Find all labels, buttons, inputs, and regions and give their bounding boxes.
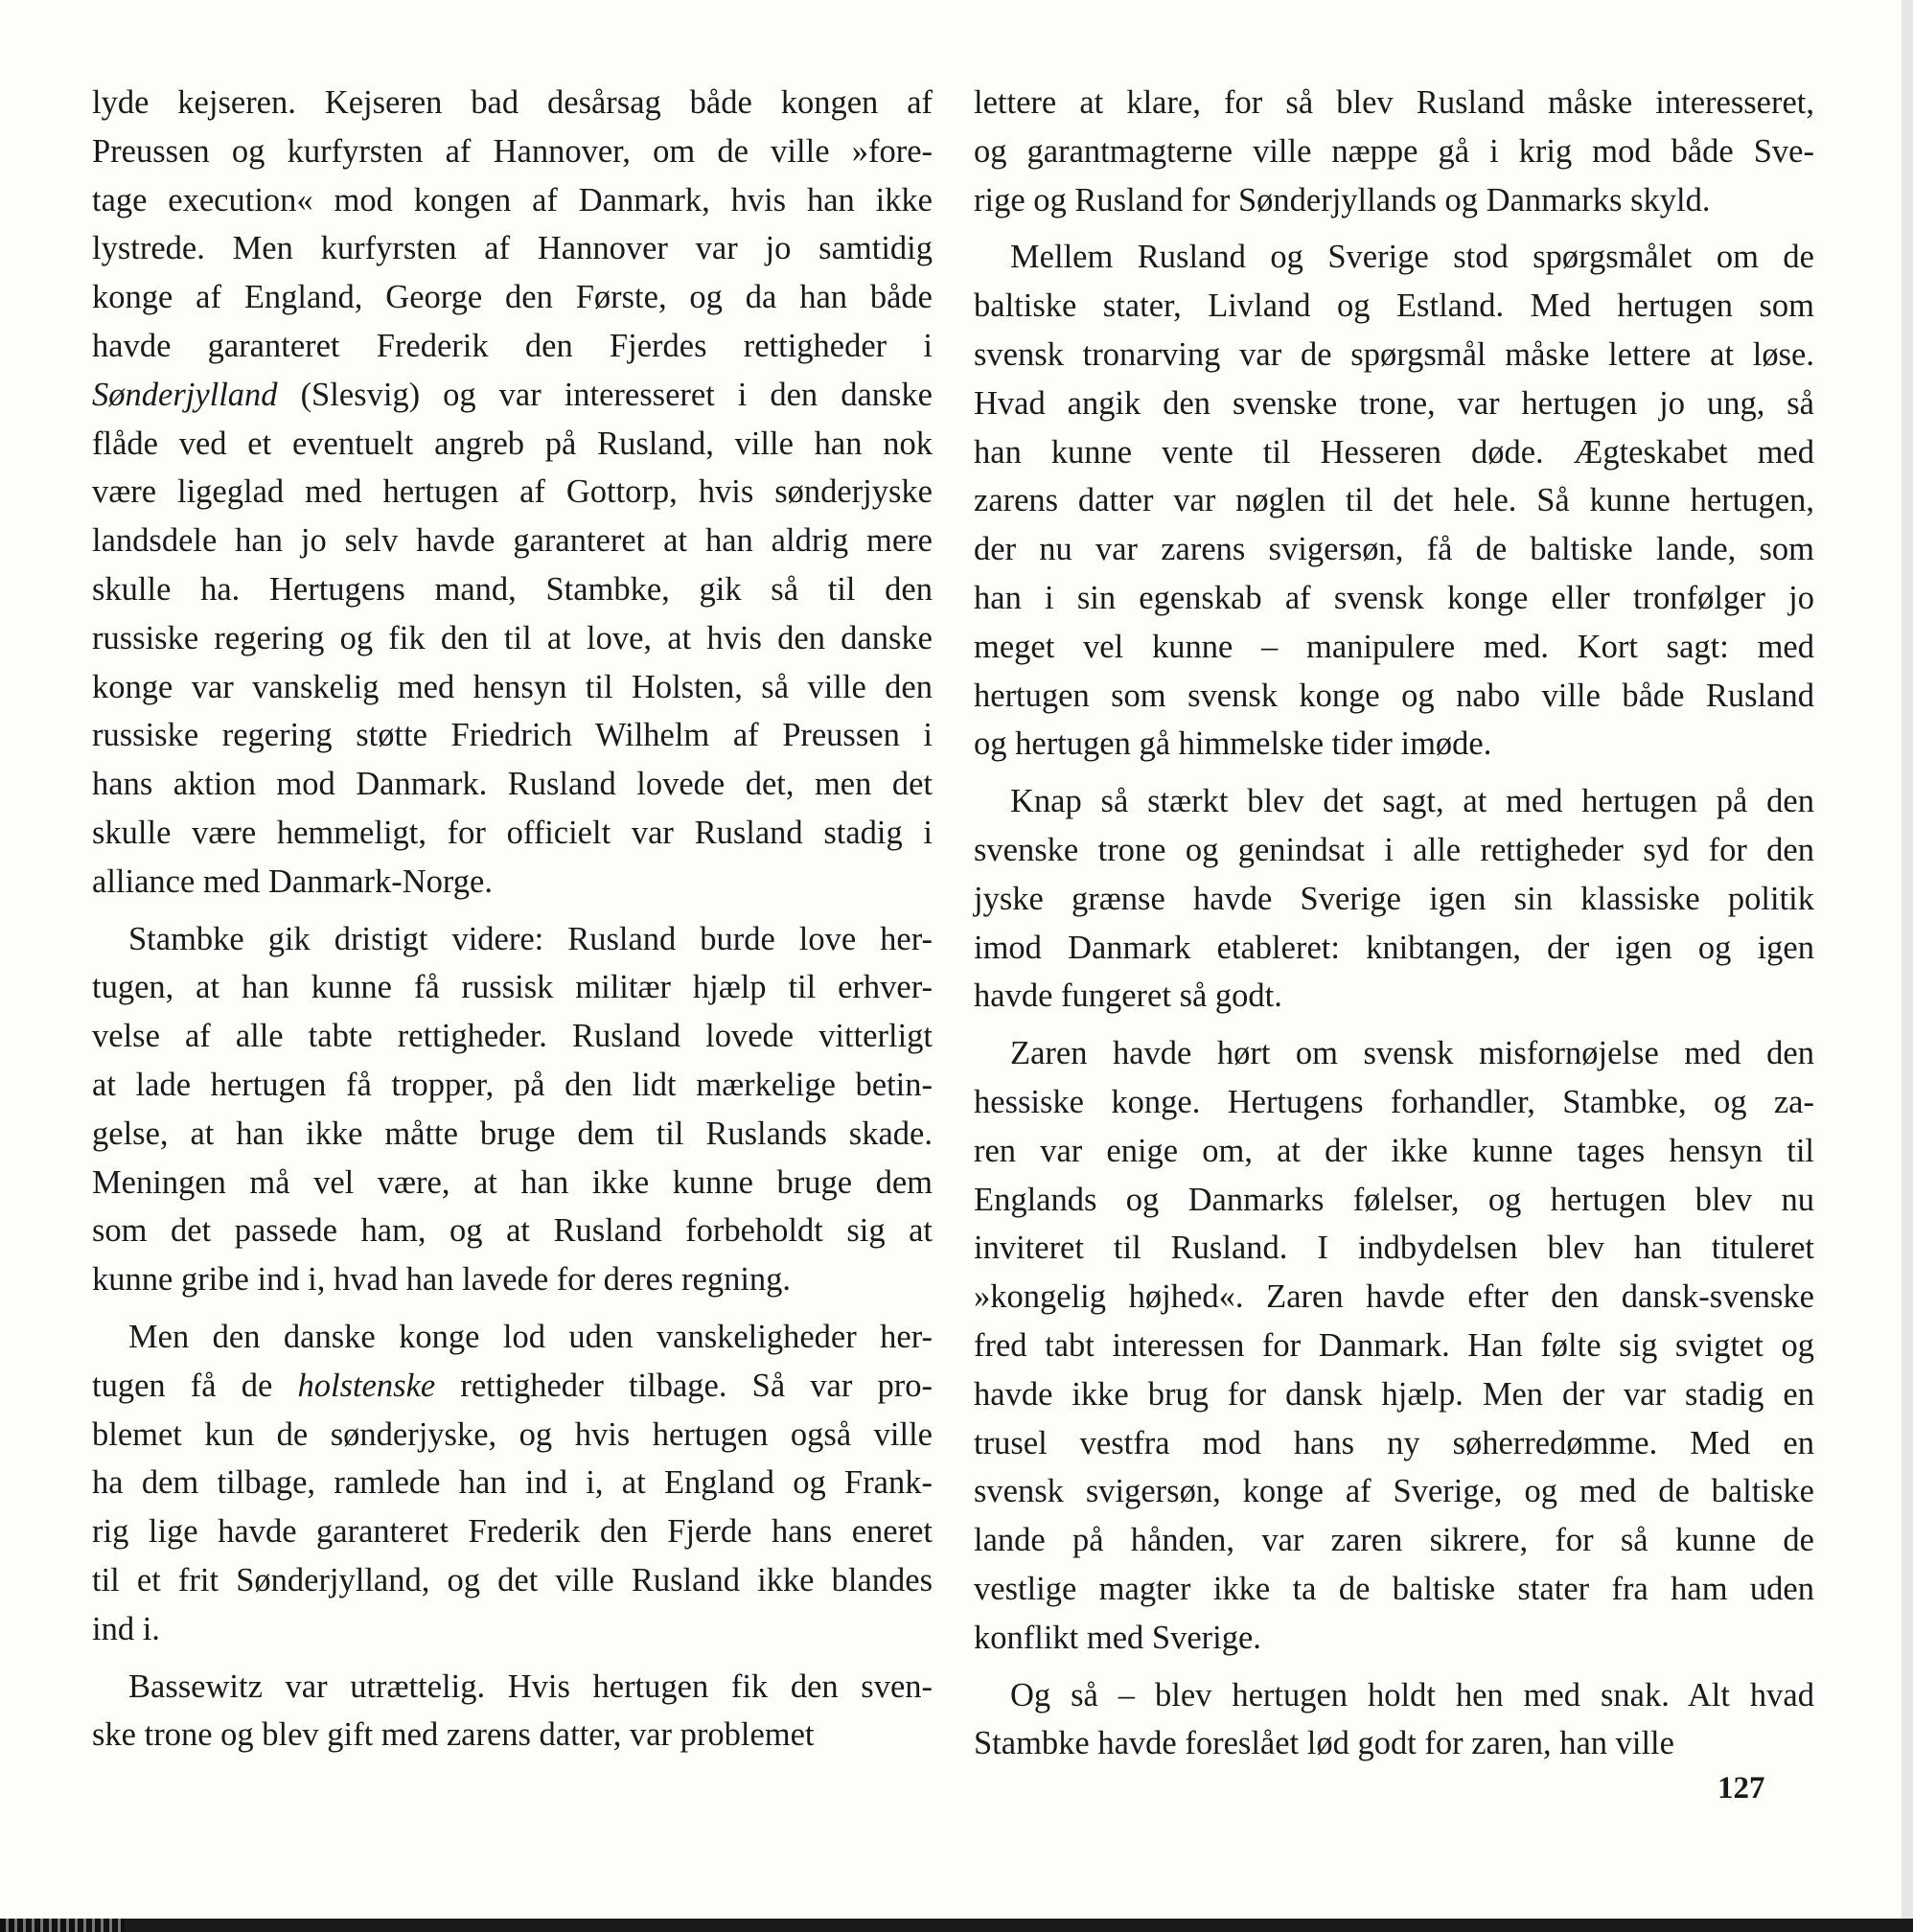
text-line: landsdele han jo selv havde garanteret at han aldrig mere <box>92 522 933 560</box>
text-line: inviteret til Rusland. I indbydelsen blev han tituleret <box>974 1230 1814 1267</box>
text-line: ren var enige om, at der ikke kunne tages hensyn til <box>974 1132 1814 1169</box>
text-line: der nu var zarens svigersøn, få de baltiske lande, som <box>974 531 1814 568</box>
text-line: alliance med Danmark-Norge. <box>92 862 493 900</box>
paragraph <box>974 1029 1814 1662</box>
text-line: rige og Rusland for Sønderjyllands og Danmarks skyld. <box>974 181 1711 218</box>
text-line: Hvad angik den svenske trone, var hertugen jo ung, så <box>974 384 1814 422</box>
text-line: til et frit Sønderjylland, og det ville Rusland ikke blandes <box>92 1561 933 1598</box>
text-line: ske trone og blev gift med zarens datter, var problemet <box>92 1716 815 1754</box>
right-column <box>974 79 1814 1777</box>
text-line: at lade hertugen få tropper, på den lidt mærkelige betin- <box>92 1066 933 1103</box>
text-line: han i sin egenskab af svensk konge eller tronfølger jo <box>974 579 1814 616</box>
text-line: ind i. <box>92 1610 160 1647</box>
text-line: Stambke havde foreslået lød godt for zaren, han ville <box>974 1725 1674 1762</box>
text-line: svenske trone og genindsat i alle rettigheder syd for den <box>974 831 1814 868</box>
text-line: tugen, at han kunne få russisk militær hjælp til erhver- <box>92 969 933 1006</box>
text-line: lystrede. Men kurfyrsten af Hannover var jo samtidig <box>92 230 933 267</box>
text-line: jyske grænse havde Sverige igen sin klassiske politik <box>974 880 1814 917</box>
paragraph <box>92 915 933 1304</box>
paragraph <box>92 79 933 907</box>
text-line: lyde kejseren. Kejseren bad desårsag både kongen af <box>92 84 933 121</box>
text-line: lettere at klare, for så blev Rusland måske interesseret, <box>974 84 1814 121</box>
text-line: Knap så stærkt blev det sagt, at med hertugen på den <box>1010 783 1814 820</box>
text-line: konge af England, George den Første, og da han både <box>92 279 933 316</box>
scan-strip <box>0 1919 1913 1932</box>
left-column <box>92 79 933 1768</box>
paragraph <box>92 1663 933 1760</box>
text-line: Zaren havde hørt om svensk misfornøjelse med den <box>1010 1035 1814 1072</box>
scan-strip-pattern <box>0 1919 125 1932</box>
text-line: baltiske stater, Livland og Estland. Med hertugen som <box>974 288 1814 325</box>
text-line: Englands og Danmarks følelser, og hertugen blev nu <box>974 1181 1814 1218</box>
text-line: svensk tronarving var de spørgsmål måske lettere at løse. <box>974 335 1814 373</box>
text-line: skulle være hemmeligt, for officielt var Rusland stadig i <box>92 814 933 851</box>
italic-word: holstenske <box>297 1367 436 1404</box>
text-line: zarens datter var nøglen til det hele. Så kunne hertugen, <box>974 482 1814 519</box>
paragraph <box>974 79 1814 224</box>
text-line: vestlige magter ikke ta de baltiske stater fra ham uden <box>974 1570 1814 1607</box>
text-line: hessiske konge. Hertugens forhandler, Stambke, og za- <box>974 1083 1814 1120</box>
paragraph <box>974 777 1814 1021</box>
text-line: Meningen må vel være, at han ikke kunne bruge dem <box>92 1163 933 1201</box>
text-line: og garantmagterne ville næppe gå i krig mod både Sve- <box>974 132 1814 170</box>
paragraph <box>974 1671 1814 1769</box>
text-line: han kunne vente til Hesseren døde. Ægteskabet med <box>974 433 1814 471</box>
text-line: svensk svigersøn, konge af Sverige, og med de baltiske <box>974 1473 1814 1510</box>
text-line: Og så – blev hertugen holdt hen med snak. Alt hvad <box>1010 1676 1814 1714</box>
text-line: Stambke gik dristigt videre: Rusland burde love her- <box>128 920 933 957</box>
text-line: velse af alle tabte rettigheder. Rusland lovede vitterligt <box>92 1018 933 1055</box>
text-line: tage execution« mod kongen af Danmark, hvis han ikke <box>92 181 933 218</box>
text-line: tugen få de holstenske rettigheder tilbage. Så var pro- <box>92 1367 933 1404</box>
text-line: hertugen som svensk konge og nabo ville både Rusland <box>974 677 1814 714</box>
text-line: Preussen og kurfyrsten af Hannover, om de ville »fore- <box>92 132 933 170</box>
text-line: imod Danmark etableret: knibtangen, der igen og igen <box>974 929 1814 966</box>
text-line: gelse, at han ikke måtte bruge dem til Ruslands skade. <box>92 1115 933 1152</box>
page-number: 127 <box>1717 1771 1765 1806</box>
text-line: Bassewitz var utrættelig. Hvis hertugen fik den sven- <box>128 1668 933 1705</box>
text-line: meget vel kunne – manipulere med. Kort sagt: med <box>974 628 1814 665</box>
text-line: flåde ved et eventuelt angreb på Rusland, ville han nok <box>92 425 933 462</box>
text-line: rig lige havde garanteret Frederik den Fjerde hans eneret <box>92 1513 933 1551</box>
text-line: russiske regering støtte Friedrich Wilhelm af Preussen i <box>92 717 933 754</box>
text-line: russiske regering og fik den til at love, at hvis den danske <box>92 619 933 656</box>
text-line: hans aktion mod Danmark. Rusland lovede det, men det <box>92 766 933 803</box>
italic-word: Sønderjylland <box>92 376 278 413</box>
text-line: havde garanteret Frederik den Fjerdes rettigheder i <box>92 327 933 364</box>
text-line: skulle ha. Hertugens mand, Stambke, gik så til den <box>92 570 933 608</box>
text-line: som det passede ham, og at Rusland forbeholdt sig at <box>92 1212 933 1250</box>
text-line: »kongelig højhed«. Zaren havde efter den dansk-svenske <box>974 1278 1814 1316</box>
text-line: havde ikke brug for dansk hjælp. Men der var stadig en <box>974 1375 1814 1413</box>
text-line: ha dem tilbage, ramlede han ind i, at England og Frank- <box>92 1464 933 1502</box>
text-line: havde fungeret så godt. <box>974 978 1282 1015</box>
text-line: fred tabt interessen for Danmark. Han følte sig svigtet og <box>974 1326 1814 1364</box>
text-line: og hertugen gå himmelske tider imøde. <box>974 725 1492 763</box>
text-line: kunne gribe ind i, hvad han lavede for deres regning. <box>92 1261 792 1299</box>
text-line: Men den danske konge lod uden vanskeligheder her- <box>128 1318 933 1355</box>
text-line: konflikt med Sverige. <box>974 1619 1261 1656</box>
text-line: være ligeglad med hertugen af Gottorp, hvis sønderjyske <box>92 473 933 511</box>
paragraph <box>974 233 1814 769</box>
paragraph <box>92 1313 933 1654</box>
text-line: lande på hånden, var zaren sikrere, for så kunne de <box>974 1522 1814 1559</box>
page-edge <box>1901 0 1913 1932</box>
text-line: trusel vestfra mod hans ny søherredømme. Med en <box>974 1424 1814 1461</box>
text-line: konge var vanskelig med hensyn til Holsten, så ville den <box>92 668 933 705</box>
text-line: Mellem Rusland og Sverige stod spørgsmålet om de <box>1010 239 1814 276</box>
text-line: blemet kun de sønderjyske, og hvis hertugen også ville <box>92 1415 933 1453</box>
text-line: Sønderjylland (Slesvig) og var interesseret i den danske <box>92 376 933 413</box>
